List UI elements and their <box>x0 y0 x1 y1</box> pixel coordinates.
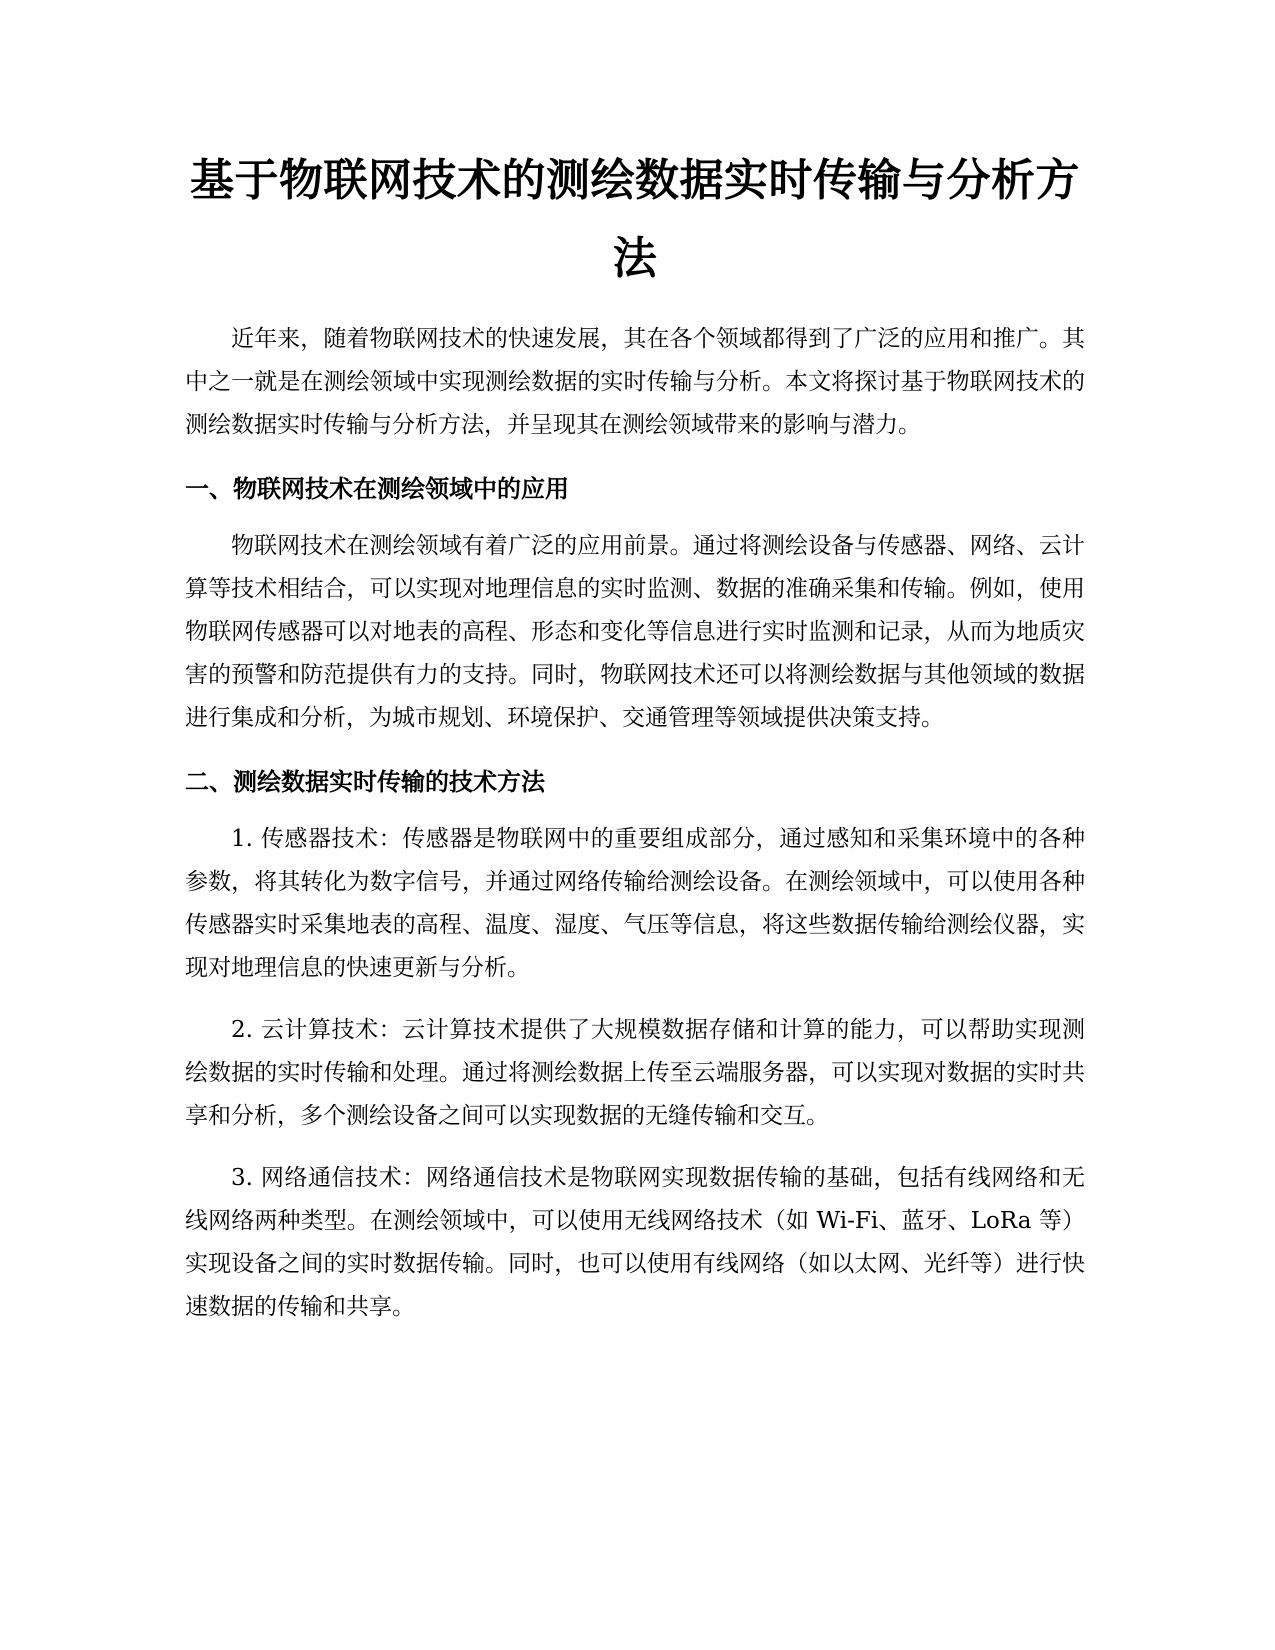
section-1-paragraph: 物联网技术在测绘领域有着广泛的应用前景。通过将测绘设备与传感器、网络、云计算等技术相结合，可以实现对地理信息的实时监测、数据的准确采集和传输。例如，使用物联网传感器可以对地表的高程、形态和变化等信息进行实时监测和记录，从而为地质灾害的预警和防范提供有力的支持。同时，物联网技术还可以将测绘数据与其他领域的数据进行集成和分析，为城市规划、环境保护、交通管理等领域提供决策支持。 <box>185 533 1085 731</box>
section-2-item-sensor: 1. 传感器技术：传感器是物联网中的重要组成部分，通过感知和采集环境中的各种参数，将其转化为数字信号，并通过网络传输给测绘设备。在测绘领域中，可以使用各种传感器实时采集地表的高程、温度、湿度、气压等信息，将这些数据传输给测绘仪器，实现对地理信息的快速更新与分析。 <box>185 826 1085 981</box>
intro-paragraph: 近年来，随着物联网技术的快速发展，其在各个领域都得到了广泛的应用和推广。其中之一就是在测绘领域中实现测绘数据的实时传输与分析。本文将探讨基于物联网技术的测绘数据实时传输与分析方法，并呈现其在测绘领域带来的影响与潜力。 <box>185 326 1085 438</box>
section-1-heading: 一、物联网技术在测绘领域中的应用 <box>185 475 569 503</box>
section-2-item-network: 3. 网络通信技术：网络通信技术是物联网实现数据传输的基础，包括有线网络和无线网络两种类型。在测绘领域中，可以使用无线网络技术（如 Wi-Fi、蓝牙、LoRa 等）实现设备之间的实时数据传输。同时，也可以使用有线网络（如以太网、光纤等）进行快速数据的传输和共享。 <box>185 1165 1085 1320</box>
section-2-heading: 二、测绘数据实时传输的技术方法 <box>185 768 545 796</box>
document-title: 基于物联网技术的测绘数据实时传输与分析方法 <box>190 155 1080 284</box>
document-page <box>185 142 1085 1329</box>
section-2-item-cloud: 2. 云计算技术：云计算技术提供了大规模数据存储和计算的能力，可以帮助实现测绘数据的实时传输和处理。通过将测绘数据上传至云端服务器，可以实现对数据的实时共享和分析，多个测绘设备之间可以实现数据的无缝传输和交互。 <box>185 1017 1085 1129</box>
